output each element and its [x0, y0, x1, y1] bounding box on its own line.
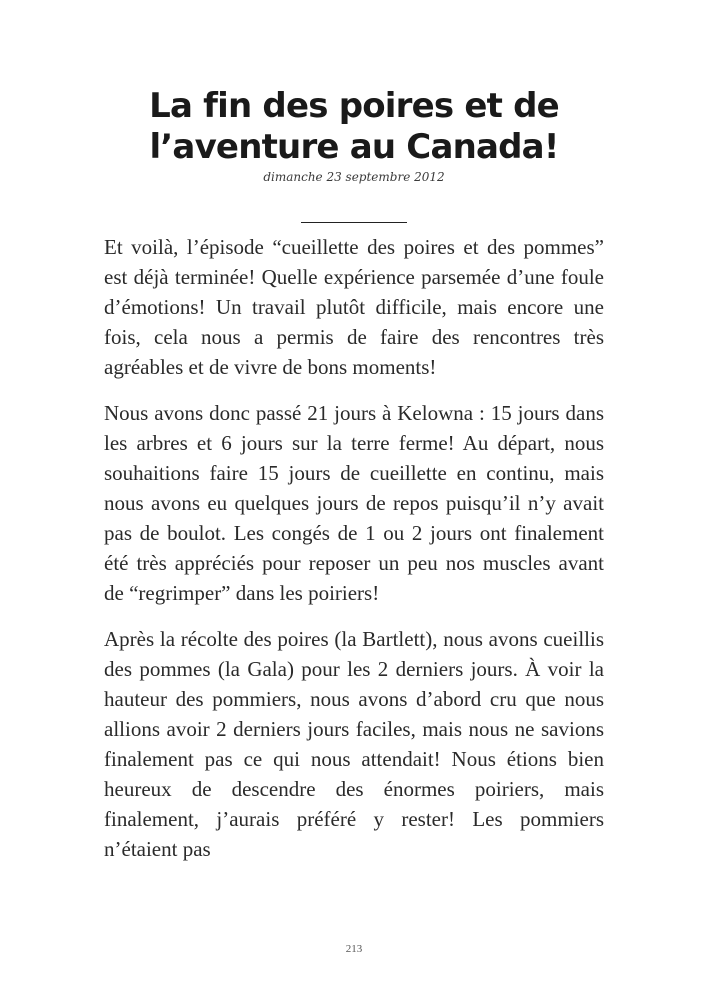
paragraph-3: Après la récolte des poires (la Bartlett), nous avons cueillis des pommes (la Gala) pour les 2 derniers jours. À voir la hauteur des pommiers, nous avons d’abord cru que nous allions avoir 2 derniers jours faciles, mais nous ne savions finalement pas ce qui nous attendait! Nous étions bien heureux de descendre des énormes poiriers, mais finalement, j’aurais préféré y rester! Les pommiers n’étaient pas	[104, 627, 604, 861]
title-line-2: l’aventure au Canada!	[149, 127, 559, 167]
title-separator	[301, 222, 407, 223]
post-date: dimanche 23 septembre 2012	[263, 170, 445, 184]
title-line-1: La fin des poires et de	[149, 86, 559, 126]
page-title	[104, 86, 604, 168]
article-body	[104, 232, 604, 880]
page-number: 213	[345, 943, 363, 955]
paragraph-1: Et voilà, l’épisode “cueillette des poires et des pommes” est déjà terminée! Quelle expérience parsemée d’une foule d’émotions! Un travail plutôt difficile, mais encore une fois, cela nous a permis de faire des rencontres très agréables et de vivre de bons moments!	[104, 235, 604, 379]
paragraph-2: Nous avons donc passé 21 jours à Kelowna : 15 jours dans les arbres et 6 jours sur la terre ferme! Au départ, nous souhaitions faire 15 jours de cueillette en continu, mais nous avons eu quelques jours de repos puisqu’il n’y avait pas de boulot. Les congés de 1 ou 2 jours ont finalement été très appréciés pour reposer un peu nos muscles avant de “regrimper” dans les poiriers!	[104, 401, 604, 605]
